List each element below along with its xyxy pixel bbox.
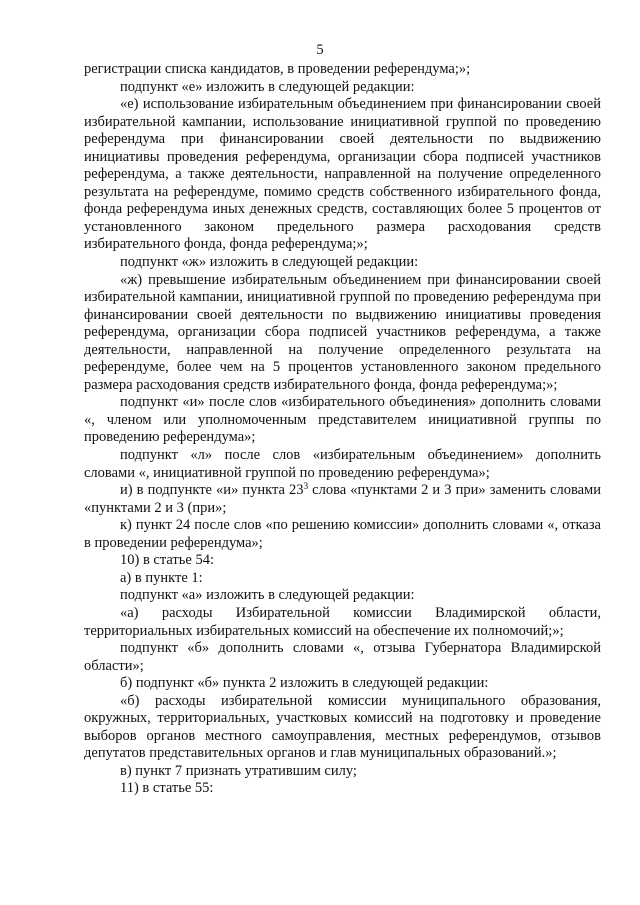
- paragraph: подпункт «а» изложить в следующей редакции:: [120, 587, 415, 604]
- paragraph: «ж) превышение избирательным объединением при финансировании своей избирательной кампании, инициативной группой по проведению референдума при финансировании своей деятельности по выдвижению инициативы проведения референдума, организации сбора подписей участников референдума, а также деятельности, направленной на получение определенного результата на референдуме, более чем на 5 процентов установленного законом предельного размера расходования средств избирательного фонда, фонда референдума;»;: [84, 271, 601, 393]
- paragraph: «е) использование избирательным объединением при финансировании своей избирательной кампании, использование инициативной группой по проведению референдума при финансировании своей деятельности по выдвижению инициативы проведения референдума, организации сбора подписей участников референдума, а также деятельности, направленной на получение определенного результата на референдуме, помимо средств собственного избирательного фонда, фонда референдума иных денежных средств, составляющих более 5 процентов от установленного законом предельного размера расходования средств избирательного фонда, фонда референдума;»;: [84, 96, 601, 253]
- paragraph: подпункт «б» дополнить словами «, отзыва Губернатора Владимирской области»;: [84, 640, 601, 674]
- paragraph: б) подпункт «б» пункта 2 изложить в следующей редакции:: [120, 675, 489, 692]
- superscript-number: 3: [303, 481, 309, 492]
- paragraph: а) в пункте 1:: [120, 569, 203, 586]
- paragraph: подпункт «е» изложить в следующей редакции:: [120, 78, 415, 95]
- paragraph: к) пункт 24 после слов «по решению комиссии» дополнить словами «, отказа в проведении референдума»;: [84, 517, 601, 551]
- paragraph: в) пункт 7 признать утратившим силу;: [120, 762, 357, 779]
- paragraph-text-after: слова «пунктами 2 и 3 при» заменить словами «пунктами 2 и 3 (при»;: [84, 482, 601, 516]
- paragraph-continued: регистрации списка кандидатов, в проведении референдума;»;: [84, 61, 471, 77]
- document-body: [84, 61, 601, 798]
- paragraph: «а) расходы Избирательной комиссии Владимирской области, территориальных избирательных комиссий на обеспечение их полномочий;»;: [84, 604, 601, 639]
- paragraph: подпункт «ж» изложить в следующей редакции:: [120, 254, 419, 271]
- paragraph: 11) в статье 55:: [120, 780, 214, 797]
- paragraph-with-superscript: [84, 482, 601, 517]
- paragraph: 10) в статье 54:: [120, 552, 214, 569]
- paragraph: «б) расходы избирательной комиссии муниципального образования, окружных, территориальных, участковых комиссий на подготовку и проведение выборов органов местного самоуправления, местных референдумов, отзывов депутатов представительных органов и глав муниципальных образований.»;: [84, 692, 601, 762]
- paragraph: подпункт «и» после слов «избирательного объединения» дополнить словами «, членом или уполномоченным представителем инициативной группы по проведению референдума»;: [84, 394, 601, 446]
- page-number: 5: [316, 42, 324, 58]
- paragraph-text-before: и) в подпункте «и» пункта 23: [120, 482, 304, 499]
- paragraph: подпункт «л» после слов «избирательным объединением» дополнить словами «, инициативной группой по проведению референдума»;: [84, 447, 601, 481]
